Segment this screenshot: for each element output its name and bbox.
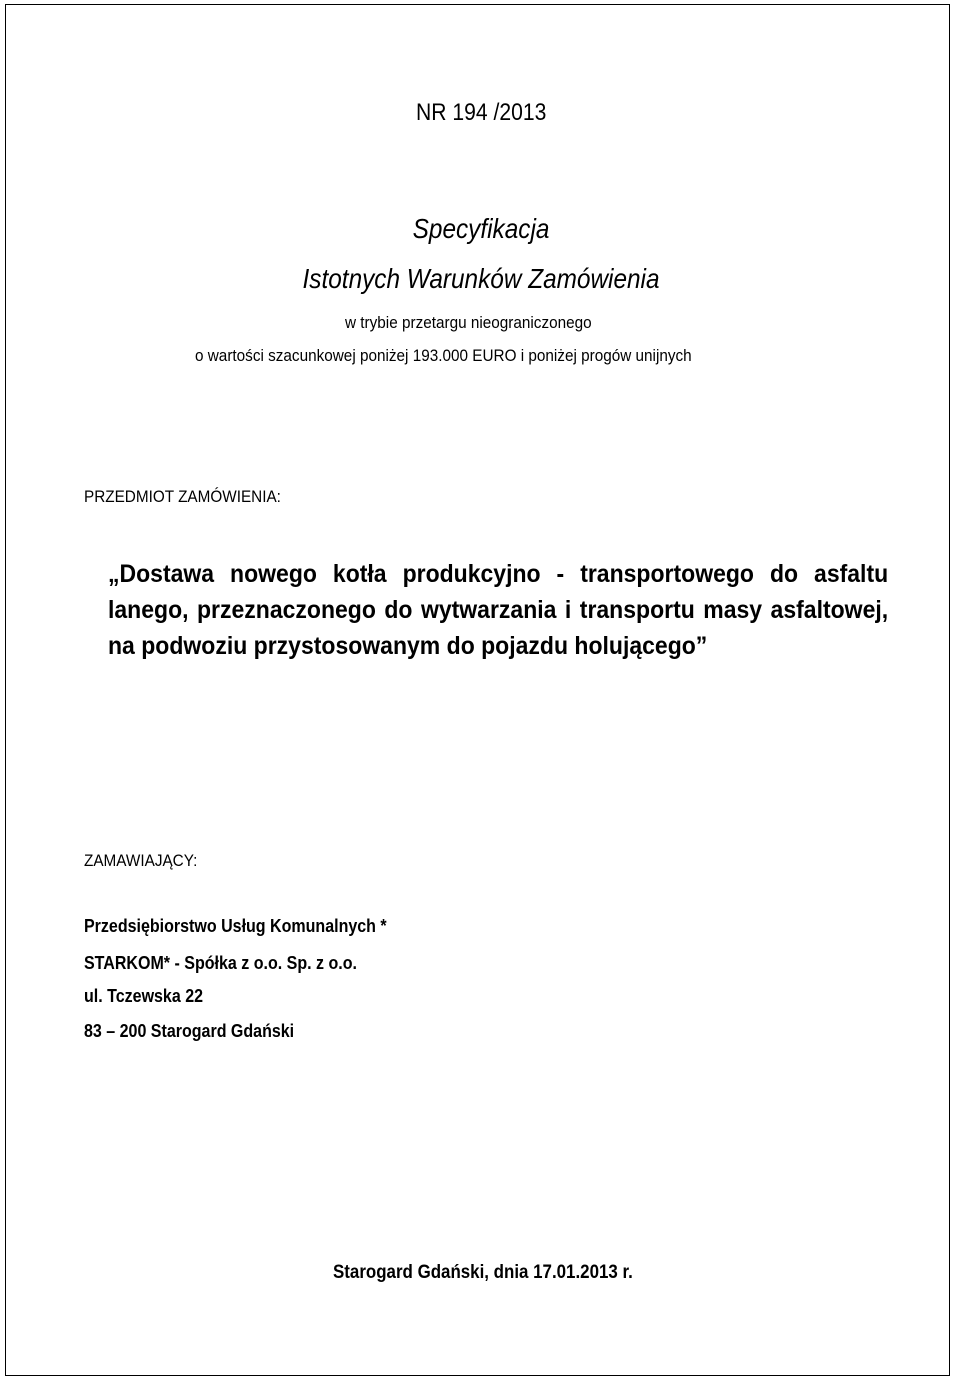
value-threshold: o wartości szacunkowej poniżej 193.000 EURO i poniżej progów unijnych [195, 346, 692, 365]
subject-label: PRZEDMIOT ZAMÓWIENIA: [84, 487, 281, 506]
buyer-label: ZAMAWIAJĄCY: [84, 851, 198, 870]
buyer-name-line1: Przedsiębiorstwo Usług Komunalnych * [84, 916, 387, 936]
buyer-name-line2: STARKOM* - Spółka z o.o. Sp. z o.o. [84, 953, 357, 973]
buyer-street: ul. Tczewska 22 [84, 986, 204, 1006]
page-border [5, 4, 950, 1376]
buyer-postal-city: 83 – 200 Starogard Gdański [84, 1021, 295, 1041]
place-and-date: Starogard Gdański, dnia 17.01.2013 r. [333, 1262, 633, 1283]
document-subtitle: Istotnych Warunków Zamówienia [302, 263, 660, 294]
subject-description: „Dostawa nowego kotła produkcyjno - transportowego do asfaltu lanego, przeznaczonego do wytwarzania i transportu masy asfaltowej, na podwoziu przystosowanym do pojazdu holującego” [108, 560, 889, 660]
document-number: NR 194 /2013 [416, 99, 547, 126]
procedure-mode: w trybie przetargu nieograniczonego [345, 313, 592, 332]
document-title: Specyfikacja [412, 213, 550, 244]
